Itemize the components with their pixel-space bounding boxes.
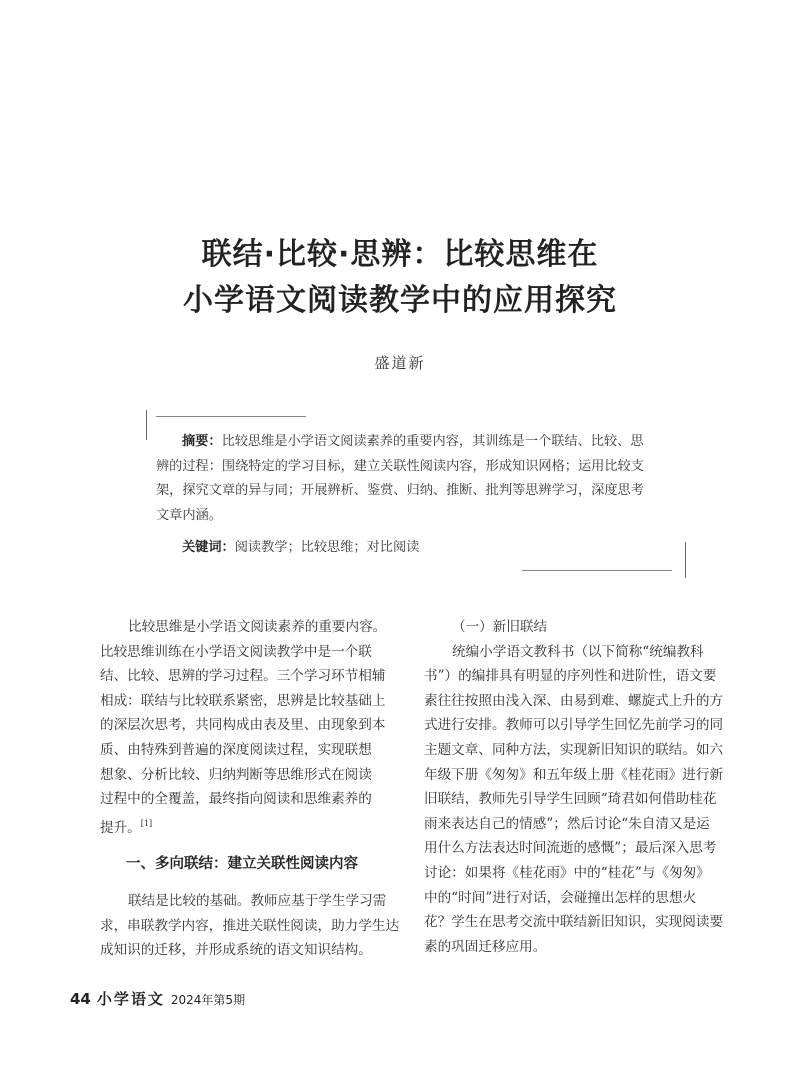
text-line: 结、比较、思辨的学习过程。三个学习环节相辅 bbox=[100, 668, 386, 685]
abstract-line: 摘要：比较思维是小学语文阅读素养的重要内容，其训练是一个联结、比较、思 bbox=[182, 434, 644, 449]
text-line: 联结是比较的基础。教师应基于学生学习需 bbox=[128, 892, 387, 909]
abstract-line: 文章内涵。 bbox=[156, 507, 222, 523]
text-line: 书”）的编排具有明显的序列性和进阶性，语文要 bbox=[424, 668, 717, 685]
keywords-label: 关键词： bbox=[182, 540, 235, 555]
text-line: 比较思维是小学语文阅读素养的重要内容。 bbox=[128, 619, 387, 635]
keywords bbox=[182, 536, 419, 555]
text-line: 素的巩固迁移应用。 bbox=[424, 938, 547, 955]
title-line-2: 小学语文阅读教学中的应用探究 bbox=[183, 283, 617, 318]
abstract-line: 架，探究文章的异与同；开展辨析、鉴赏、归纳、推断、批判等思辨学习，深度思考 bbox=[156, 483, 644, 498]
text-line: 比较思维训练在小学语文阅读教学中是一个联 bbox=[100, 643, 372, 660]
text-line: 想象、分析比较、归纳判断等思维形式在阅读 bbox=[100, 766, 372, 783]
text-line: 讨论：如果将《桂花雨》中的“桂花”与《匆匆》 bbox=[424, 864, 710, 881]
citation-ref: [1] bbox=[140, 818, 153, 828]
abstract-left-rule bbox=[146, 410, 147, 440]
text-line: 主题文章、同种方法，实现新旧知识的联结。如六 bbox=[424, 741, 724, 758]
article-title bbox=[0, 232, 800, 324]
keywords-text: 阅读教学；比较思维；对比阅读 bbox=[234, 540, 420, 555]
title-line-1: 联结·比较·思辨：比较思维在 bbox=[201, 237, 599, 272]
text-line: 求，串联教学内容，推进关联性阅读，助力学生达 bbox=[100, 917, 400, 934]
text-line: 素往往按照由浅入深、由易到难、螺旋式上升的方 bbox=[424, 692, 724, 709]
text-line: 式进行安排。教师可以引导学生回忆先前学习的同 bbox=[424, 717, 724, 734]
text-line: 提升。[1] bbox=[100, 818, 153, 836]
abstract-top-rule bbox=[156, 416, 306, 417]
abstract-box bbox=[146, 410, 686, 578]
abstract-line: 辨的过程：围绕特定的学习目标，建立关联性阅读内容，形成知识网格；运用比较支 bbox=[156, 458, 644, 474]
abstract-right-rule bbox=[685, 542, 686, 578]
abstract-label: 摘要： bbox=[182, 434, 222, 449]
text-line: 中的“时间”进行对话，会碰撞出怎样的思想火 bbox=[424, 889, 697, 906]
page-footer bbox=[70, 988, 245, 1008]
text-line: 旧联结，教师先引导学生回顾“琦君如何借助桂花 bbox=[424, 791, 717, 808]
text-line: 的深层次思考，共同构成由表及里、由现象到本 bbox=[100, 717, 386, 734]
page-number: 44 bbox=[70, 990, 91, 1008]
text-line: 雨来表达自己的情感”；然后讨论“朱自清又是运 bbox=[424, 815, 710, 832]
text-line: 成知识的迁移，并形成系统的语文知识结构。 bbox=[100, 942, 372, 959]
issue-label: 2024年第5期 bbox=[170, 993, 246, 1007]
subsection-heading: （一）新旧联结 bbox=[452, 619, 548, 635]
text-line: 统编小学语文教科书（以下简称“统编教科 bbox=[452, 643, 704, 660]
text-line: 过程中的全覆盖，最终指向阅读和思维素养的 bbox=[100, 791, 372, 808]
abstract-bottom-rule bbox=[522, 570, 672, 571]
left-column bbox=[100, 615, 406, 963]
magazine-logo: 小学语文 bbox=[96, 990, 165, 1008]
section-heading: 一、多向联结：建立关联性阅读内容 bbox=[126, 856, 358, 873]
right-column bbox=[424, 615, 730, 959]
text-line: 相成：联结与比较联系紧密，思辨是比较基础上 bbox=[100, 692, 386, 709]
author-name: 盛道新 bbox=[374, 354, 426, 372]
text-line: 年级下册《匆匆》和五年级上册《桂花雨》进行新 bbox=[424, 766, 724, 783]
text-line: 质、由特殊到普遍的深度阅读过程，实现联想 bbox=[100, 741, 372, 758]
text-line: 花？学生在思考交流中联结新旧知识，实现阅读要 bbox=[424, 914, 724, 931]
text-line: 用什么方法表达时间流逝的感慨”；最后深入思考 bbox=[424, 840, 717, 857]
abstract-text bbox=[156, 430, 676, 528]
